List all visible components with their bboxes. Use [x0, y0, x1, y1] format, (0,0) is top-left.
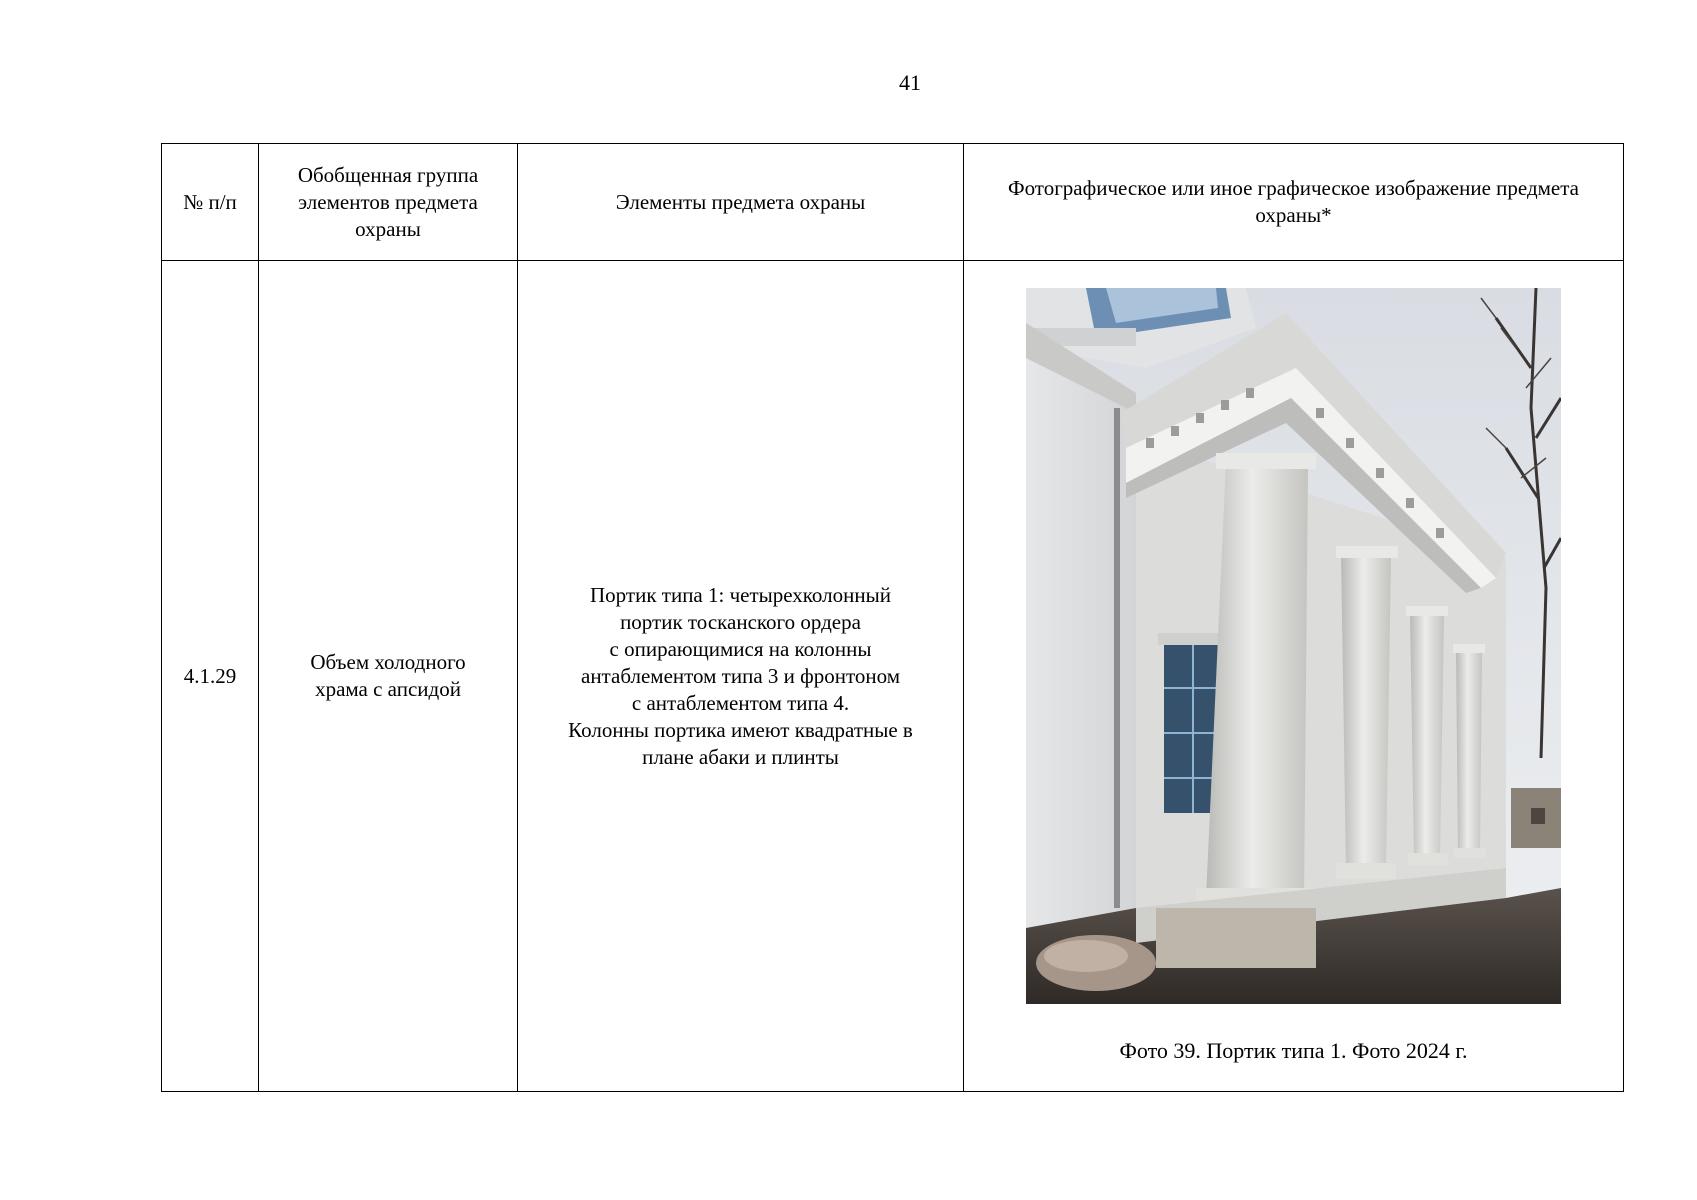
table-row	[162, 261, 1624, 1092]
row-elements-line: с опирающимися на колонны	[609, 636, 872, 661]
portico-photo-drawing	[1026, 288, 1561, 1004]
page-number: 41	[899, 70, 921, 95]
portico-photo	[1026, 288, 1561, 1004]
heritage-elements-table	[161, 143, 1624, 1092]
header-number: № п/п	[162, 144, 259, 261]
header-image: Фотографическое или иное графическое изображение предмета охраны*	[964, 144, 1624, 261]
row-group-line: храма с апсидой	[315, 677, 461, 701]
row-elements-line: антаблементом типа 3 и фронтоном	[581, 663, 900, 688]
row-number: 4.1.29	[162, 261, 259, 1092]
row-elements-line: Колонны портика имеют квадратные в	[568, 717, 913, 742]
row-elements-line: Портик типа 1: четырехколонный	[590, 582, 891, 607]
row-group-line: Объем холодного	[310, 650, 466, 674]
table-header-row	[162, 144, 1624, 261]
row-elements-line: с антаблементом типа 4.	[631, 690, 850, 715]
row-elements	[518, 261, 964, 1092]
header-elements: Элементы предмета охраны	[518, 144, 964, 261]
row-elements-line: плане абаки и плинты	[642, 744, 839, 769]
photo-caption: Фото 39. Портик типа 1. Фото 2024 г.	[1119, 1038, 1468, 1063]
header-group: Обобщенная группа элементов предмета охраны	[259, 144, 518, 261]
row-photo-cell	[964, 261, 1624, 1092]
row-group	[259, 261, 518, 1092]
row-elements-line: портик тосканского ордера	[620, 609, 861, 634]
